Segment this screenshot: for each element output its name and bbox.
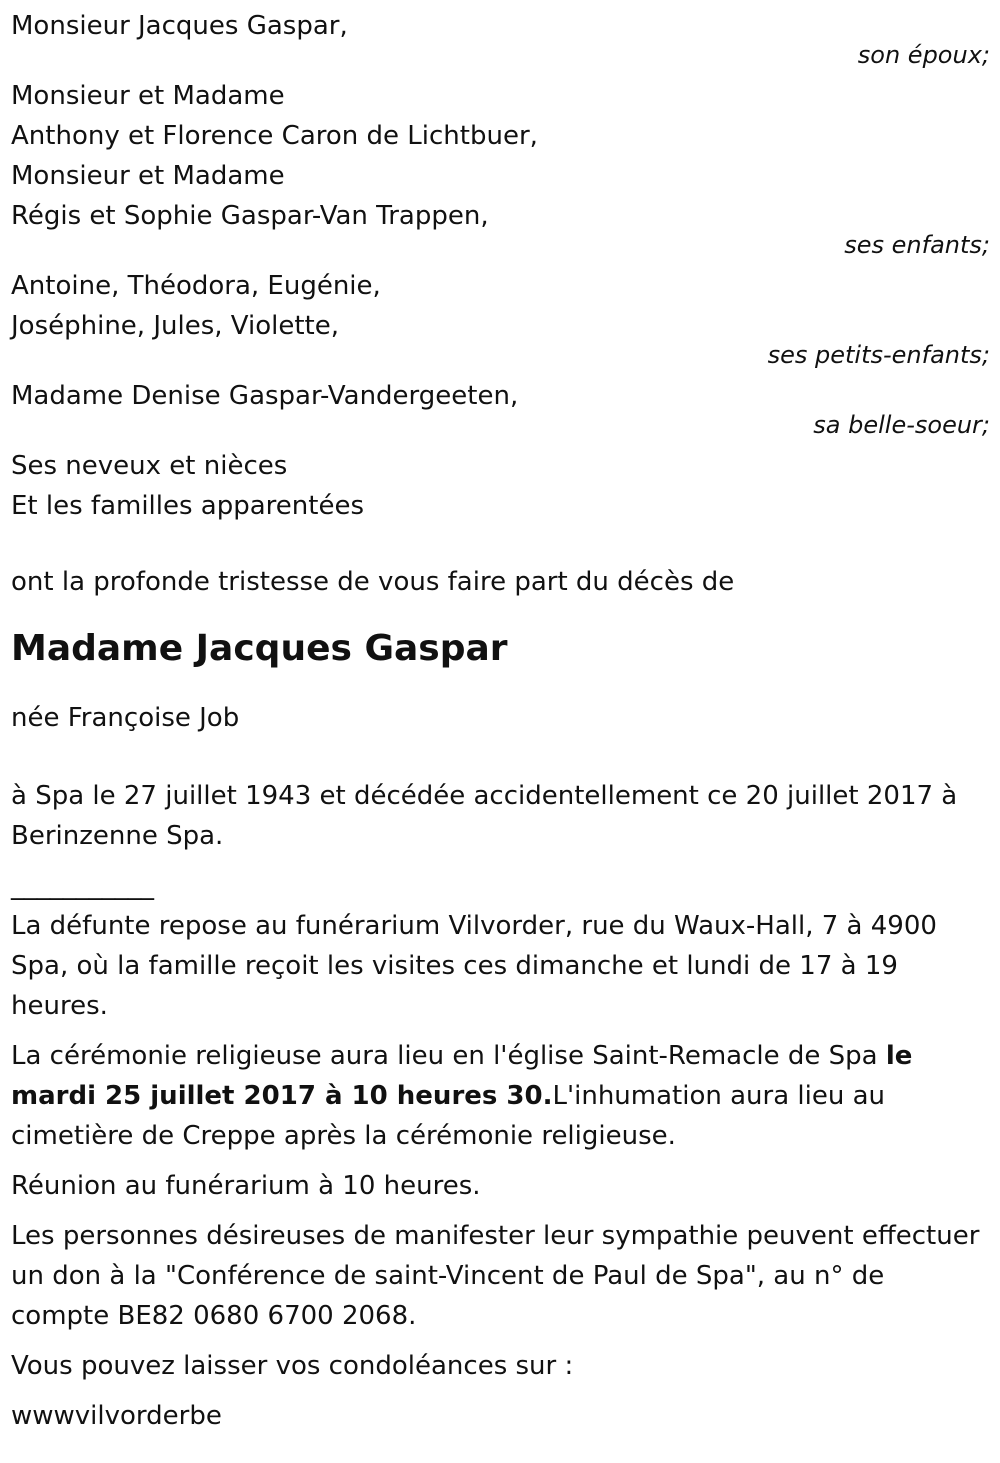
family-line: Anthony et Florence Caron de Lichtbuer, — [11, 121, 538, 151]
donation-text: Les personnes désireuses de manifester leur sympathie peuvent effectuer un don à la "Conférence de saint-Vincent de Paul de Spa", au n° de compte BE82 0680 6700 2068. — [11, 1221, 980, 1331]
funerarium-text: La défunte repose au funérarium Vilvorder, rue du Waux-Hall, 7 à 4900 Spa, où la famille reçoit les visites ces dimanche et lundi de 17 à 19 heures. — [11, 911, 937, 1021]
deceased-name: Madame Jacques Gaspar — [11, 628, 508, 669]
announcement-text: ont la profonde tristesse de vous faire part du décès de — [11, 567, 735, 597]
family-group-children — [11, 76, 990, 258]
family-line: Antoine, Théodora, Eugénie, — [11, 271, 381, 301]
family-line: Joséphine, Jules, Violette, — [11, 311, 339, 341]
family-line: Monsieur et Madame — [11, 81, 285, 111]
relation-label: ses enfants; — [844, 231, 990, 259]
website-link[interactable]: wwwvilvorderbe — [11, 1401, 222, 1431]
family-group-sister-in-law — [11, 376, 990, 438]
family-group-spouse — [11, 6, 990, 68]
ceremony-text — [11, 1036, 990, 1156]
reunion-text: Réunion au funérarium à 10 heures. — [11, 1171, 481, 1201]
family-line: Madame Denise Gaspar-Vandergeeten, — [11, 381, 519, 411]
condolences-text: Vous pouvez laisser vos condoléances sur : — [11, 1351, 574, 1381]
family-group-grandchildren — [11, 266, 990, 368]
family-line: Ses neveux et nièces — [11, 451, 288, 481]
ceremony-date: le mardi 25 juillet 2017 à 10 heures 30. — [11, 1041, 913, 1111]
ceremony-text-before: La cérémonie religieuse aura lieu en l'église Saint-Remacle de Spa — [11, 1041, 886, 1071]
relation-label: son époux; — [857, 41, 990, 69]
relation-label: sa belle-soeur; — [813, 411, 990, 439]
family-group-extended — [11, 446, 990, 526]
family-line: Et les familles apparentées — [11, 491, 365, 521]
family-line: Monsieur et Madame — [11, 161, 285, 191]
relation-label: ses petits-enfants; — [767, 341, 990, 369]
maiden-name: née Françoise Job — [11, 703, 240, 733]
birth-death-text: à Spa le 27 juillet 1943 et décédée accidentellement ce 20 juillet 2017 à Berinzenne Spa. — [11, 781, 958, 851]
ceremony-text-after: L'inhumation aura lieu au cimetière de Creppe après la cérémonie religieuse. — [11, 1081, 885, 1151]
family-line: Monsieur Jacques Gaspar, — [11, 11, 348, 41]
family-line: Régis et Sophie Gaspar-Van Trappen, — [11, 201, 489, 231]
separator-rule: ___________ — [11, 871, 154, 901]
